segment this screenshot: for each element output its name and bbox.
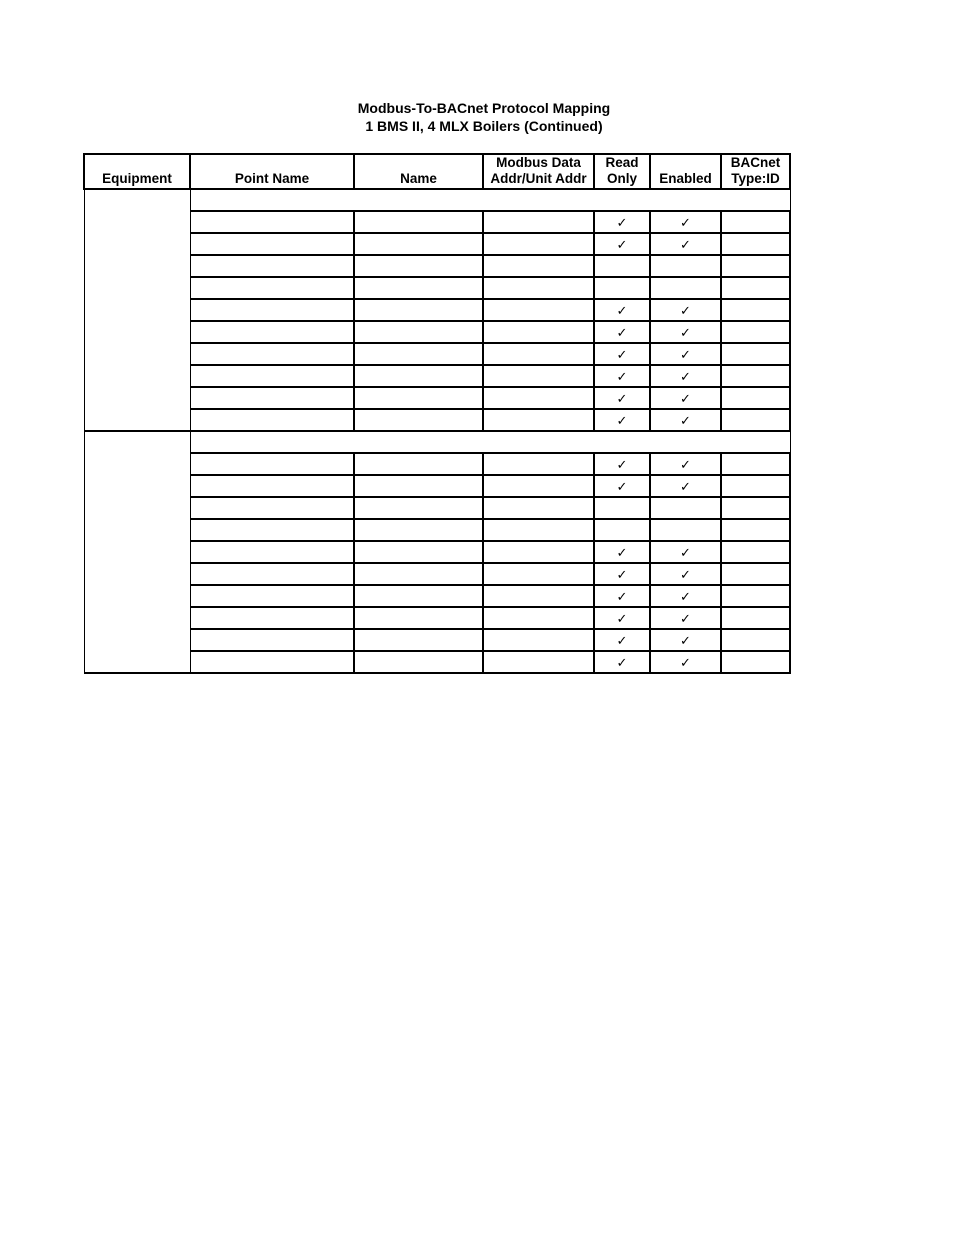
point-name-cell bbox=[190, 233, 354, 255]
checkmark-icon: ✓ bbox=[616, 567, 628, 583]
point-name-cell bbox=[190, 343, 354, 365]
read-only-cell bbox=[594, 299, 650, 321]
enabled-cell bbox=[650, 343, 721, 365]
table-row bbox=[84, 343, 790, 365]
table-row bbox=[84, 629, 790, 651]
group-spacer-row bbox=[84, 189, 790, 211]
enabled-cell bbox=[650, 409, 721, 431]
table-body bbox=[84, 189, 790, 673]
bacnet-type-cell bbox=[721, 563, 790, 585]
name-cell bbox=[354, 233, 483, 255]
document-title bbox=[0, 99, 954, 135]
name-cell bbox=[354, 299, 483, 321]
read-only-cell bbox=[594, 365, 650, 387]
equipment-cell bbox=[84, 431, 190, 673]
checkmark-icon: ✓ bbox=[616, 589, 628, 605]
table-row bbox=[84, 585, 790, 607]
checkmark-icon: ✓ bbox=[616, 369, 628, 385]
table-row bbox=[84, 387, 790, 409]
point-name-cell bbox=[190, 299, 354, 321]
name-cell bbox=[354, 497, 483, 519]
checkmark-icon: ✓ bbox=[616, 303, 628, 319]
read-only-cell bbox=[594, 255, 650, 277]
point-name-cell bbox=[190, 277, 354, 299]
read-only-cell bbox=[594, 233, 650, 255]
checkmark-icon: ✓ bbox=[616, 479, 628, 495]
group-spacer-cell bbox=[190, 431, 790, 453]
modbus-addr-cell bbox=[483, 409, 594, 431]
header-read-only: Read Only bbox=[594, 154, 650, 189]
name-cell bbox=[354, 321, 483, 343]
name-cell bbox=[354, 585, 483, 607]
point-name-cell bbox=[190, 497, 354, 519]
enabled-cell bbox=[650, 607, 721, 629]
group-spacer-cell bbox=[190, 189, 790, 211]
modbus-addr-cell bbox=[483, 343, 594, 365]
enabled-cell bbox=[650, 651, 721, 673]
table-row bbox=[84, 519, 790, 541]
enabled-cell bbox=[650, 321, 721, 343]
modbus-addr-cell bbox=[483, 233, 594, 255]
name-cell bbox=[354, 365, 483, 387]
checkmark-icon: ✓ bbox=[680, 303, 691, 319]
checkmark-icon: ✓ bbox=[616, 457, 628, 473]
point-name-cell bbox=[190, 453, 354, 475]
checkmark-icon: ✓ bbox=[616, 237, 628, 253]
name-cell bbox=[354, 519, 483, 541]
modbus-addr-cell bbox=[483, 453, 594, 475]
modbus-addr-cell bbox=[483, 321, 594, 343]
read-only-cell bbox=[594, 387, 650, 409]
enabled-cell bbox=[650, 629, 721, 651]
read-only-cell bbox=[594, 475, 650, 497]
checkmark-icon: ✓ bbox=[680, 237, 691, 253]
point-name-cell bbox=[190, 475, 354, 497]
bacnet-type-cell bbox=[721, 233, 790, 255]
group-spacer-row bbox=[84, 431, 790, 453]
modbus-addr-cell bbox=[483, 519, 594, 541]
table-row bbox=[84, 409, 790, 431]
checkmark-icon: ✓ bbox=[616, 413, 628, 429]
modbus-addr-cell bbox=[483, 299, 594, 321]
checkmark-icon: ✓ bbox=[680, 457, 691, 473]
name-cell bbox=[354, 255, 483, 277]
title-line-1: Modbus-To-BACnet Protocol Mapping bbox=[357, 100, 611, 116]
table-row bbox=[84, 651, 790, 673]
read-only-cell bbox=[594, 607, 650, 629]
modbus-addr-cell bbox=[483, 211, 594, 233]
header-bacnet-type: BACnet Type:ID bbox=[721, 154, 790, 189]
checkmark-icon: ✓ bbox=[616, 633, 628, 649]
read-only-cell bbox=[594, 629, 650, 651]
bacnet-type-cell bbox=[721, 585, 790, 607]
read-only-cell bbox=[594, 321, 650, 343]
modbus-addr-cell bbox=[483, 255, 594, 277]
point-name-cell bbox=[190, 651, 354, 673]
bacnet-type-cell bbox=[721, 607, 790, 629]
table-row bbox=[84, 607, 790, 629]
modbus-addr-cell bbox=[483, 541, 594, 563]
bacnet-type-cell bbox=[721, 321, 790, 343]
read-only-cell bbox=[594, 497, 650, 519]
read-only-cell bbox=[594, 453, 650, 475]
enabled-cell bbox=[650, 211, 721, 233]
name-cell bbox=[354, 343, 483, 365]
checkmark-icon: ✓ bbox=[680, 325, 691, 341]
modbus-addr-cell bbox=[483, 365, 594, 387]
read-only-cell bbox=[594, 409, 650, 431]
enabled-cell bbox=[650, 585, 721, 607]
table-row bbox=[84, 277, 790, 299]
bacnet-type-cell bbox=[721, 475, 790, 497]
checkmark-icon: ✓ bbox=[680, 347, 691, 363]
name-cell bbox=[354, 475, 483, 497]
table-row bbox=[84, 211, 790, 233]
point-name-cell bbox=[190, 585, 354, 607]
modbus-addr-cell bbox=[483, 651, 594, 673]
checkmark-icon: ✓ bbox=[616, 545, 628, 561]
table-row bbox=[84, 299, 790, 321]
name-cell bbox=[354, 387, 483, 409]
table-row bbox=[84, 321, 790, 343]
point-name-cell bbox=[190, 211, 354, 233]
bacnet-type-cell bbox=[721, 651, 790, 673]
modbus-addr-cell bbox=[483, 629, 594, 651]
read-only-cell bbox=[594, 541, 650, 563]
checkmark-icon: ✓ bbox=[680, 567, 691, 583]
bacnet-type-cell bbox=[721, 519, 790, 541]
bacnet-type-cell bbox=[721, 453, 790, 475]
modbus-addr-cell bbox=[483, 277, 594, 299]
enabled-cell bbox=[650, 365, 721, 387]
point-name-cell bbox=[190, 541, 354, 563]
name-cell bbox=[354, 607, 483, 629]
bacnet-type-cell bbox=[721, 497, 790, 519]
enabled-cell bbox=[650, 497, 721, 519]
protocol-mapping-table bbox=[83, 153, 791, 674]
enabled-cell bbox=[650, 519, 721, 541]
enabled-cell bbox=[650, 277, 721, 299]
enabled-cell bbox=[650, 255, 721, 277]
bacnet-type-cell bbox=[721, 343, 790, 365]
enabled-cell bbox=[650, 387, 721, 409]
checkmark-icon: ✓ bbox=[616, 391, 628, 407]
table-row bbox=[84, 233, 790, 255]
name-cell bbox=[354, 409, 483, 431]
read-only-cell bbox=[594, 585, 650, 607]
enabled-cell bbox=[650, 453, 721, 475]
modbus-addr-cell bbox=[483, 497, 594, 519]
point-name-cell bbox=[190, 387, 354, 409]
checkmark-icon: ✓ bbox=[616, 215, 628, 231]
enabled-cell bbox=[650, 475, 721, 497]
point-name-cell bbox=[190, 255, 354, 277]
point-name-cell bbox=[190, 563, 354, 585]
point-name-cell bbox=[190, 409, 354, 431]
point-name-cell bbox=[190, 607, 354, 629]
checkmark-icon: ✓ bbox=[680, 589, 691, 605]
header-enabled: Enabled bbox=[650, 154, 721, 189]
name-cell bbox=[354, 541, 483, 563]
checkmark-icon: ✓ bbox=[616, 347, 628, 363]
table-row bbox=[84, 541, 790, 563]
bacnet-type-cell bbox=[721, 299, 790, 321]
bacnet-type-cell bbox=[721, 409, 790, 431]
enabled-cell bbox=[650, 299, 721, 321]
name-cell bbox=[354, 651, 483, 673]
table-row bbox=[84, 563, 790, 585]
header-modbus-addr: Modbus Data Addr/Unit Addr bbox=[483, 154, 594, 189]
checkmark-icon: ✓ bbox=[616, 611, 628, 627]
bacnet-type-cell bbox=[721, 387, 790, 409]
header-equipment: Equipment bbox=[84, 154, 190, 189]
point-name-cell bbox=[190, 321, 354, 343]
bacnet-type-cell bbox=[721, 365, 790, 387]
header-name: Name bbox=[354, 154, 483, 189]
checkmark-icon: ✓ bbox=[680, 215, 691, 231]
bacnet-type-cell bbox=[721, 277, 790, 299]
table-row bbox=[84, 475, 790, 497]
header-point-name: Point Name bbox=[190, 154, 354, 189]
checkmark-icon: ✓ bbox=[680, 611, 691, 627]
checkmark-icon: ✓ bbox=[616, 325, 628, 341]
enabled-cell bbox=[650, 563, 721, 585]
checkmark-icon: ✓ bbox=[680, 633, 691, 649]
modbus-addr-cell bbox=[483, 585, 594, 607]
enabled-cell bbox=[650, 541, 721, 563]
equipment-cell bbox=[84, 189, 190, 431]
bacnet-type-cell bbox=[721, 541, 790, 563]
read-only-cell bbox=[594, 519, 650, 541]
name-cell bbox=[354, 453, 483, 475]
enabled-cell bbox=[650, 233, 721, 255]
table-row bbox=[84, 365, 790, 387]
checkmark-icon: ✓ bbox=[616, 655, 628, 671]
checkmark-icon: ✓ bbox=[680, 369, 691, 385]
modbus-addr-cell bbox=[483, 607, 594, 629]
modbus-addr-cell bbox=[483, 387, 594, 409]
point-name-cell bbox=[190, 365, 354, 387]
table-header-row bbox=[84, 154, 790, 189]
title-line-2: 1 BMS II, 4 MLX Boilers (Continued) bbox=[365, 118, 603, 134]
checkmark-icon: ✓ bbox=[680, 413, 691, 429]
checkmark-icon: ✓ bbox=[680, 655, 691, 671]
bacnet-type-cell bbox=[721, 211, 790, 233]
bacnet-type-cell bbox=[721, 255, 790, 277]
name-cell bbox=[354, 277, 483, 299]
bacnet-type-cell bbox=[721, 629, 790, 651]
read-only-cell bbox=[594, 277, 650, 299]
checkmark-icon: ✓ bbox=[680, 545, 691, 561]
name-cell bbox=[354, 629, 483, 651]
read-only-cell bbox=[594, 563, 650, 585]
point-name-cell bbox=[190, 519, 354, 541]
modbus-addr-cell bbox=[483, 563, 594, 585]
table-row bbox=[84, 453, 790, 475]
table-row bbox=[84, 497, 790, 519]
name-cell bbox=[354, 563, 483, 585]
read-only-cell bbox=[594, 211, 650, 233]
modbus-addr-cell bbox=[483, 475, 594, 497]
read-only-cell bbox=[594, 651, 650, 673]
read-only-cell bbox=[594, 343, 650, 365]
name-cell bbox=[354, 211, 483, 233]
checkmark-icon: ✓ bbox=[680, 391, 691, 407]
checkmark-icon: ✓ bbox=[680, 479, 691, 495]
table-row bbox=[84, 255, 790, 277]
point-name-cell bbox=[190, 629, 354, 651]
